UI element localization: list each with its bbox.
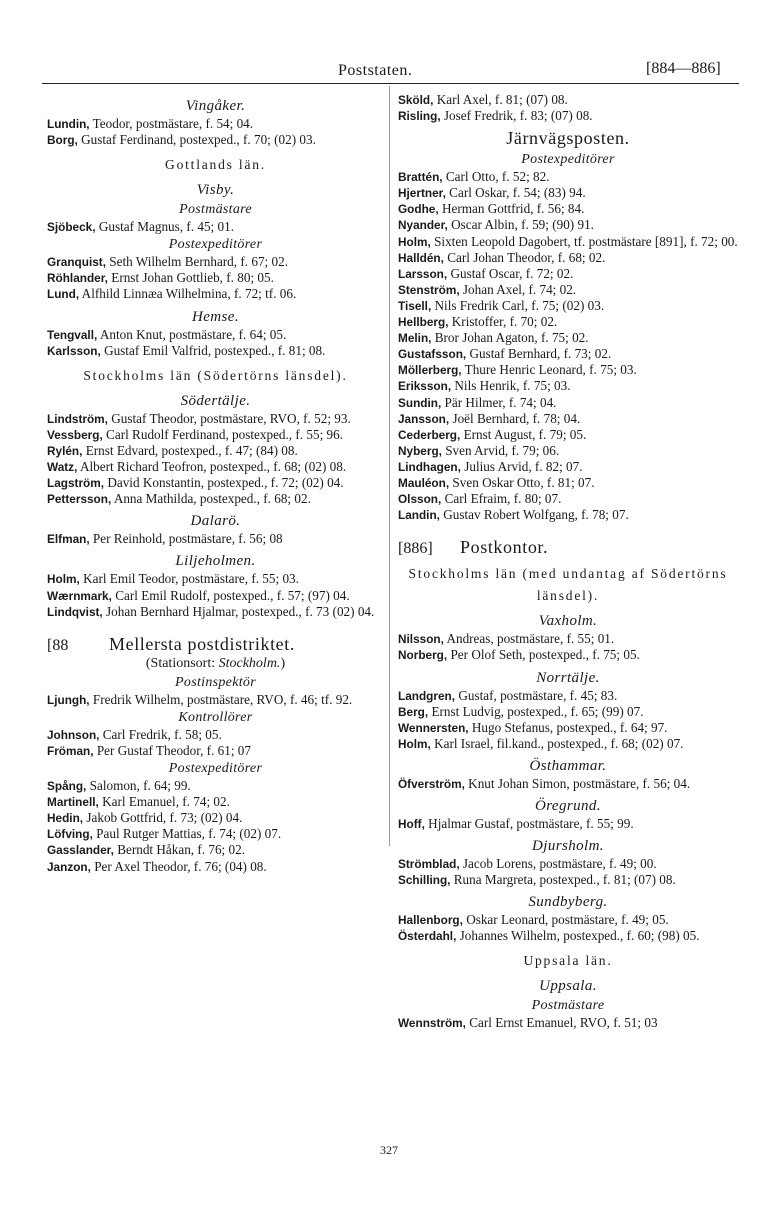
- entry-details: Gustav Robert Wolfgang, f. 78; 07.: [439, 507, 629, 523]
- entry-details: Gustaf, postmästare, f. 45; 83.: [455, 687, 618, 703]
- directory-entry: [398, 427, 738, 443]
- entry-details: Karl Emanuel, f. 74; 02.: [98, 794, 230, 810]
- entry-details: David Konstantin, postexped., f. 72; (02) 04.: [104, 475, 344, 491]
- entry-surname: Stenström,: [398, 282, 460, 297]
- entry-details: Gustaf Emil Valfrid, postexped., f. 81; 08.: [100, 342, 326, 358]
- section-number: [886]: [398, 540, 433, 558]
- directory-entry: [47, 810, 384, 826]
- entry-details: Josef Fredrik, f. 83; (07) 08.: [440, 108, 593, 124]
- entry-details: Fredrik Wilhelm, postmästare, RVO, f. 46; tf. 92.: [89, 691, 353, 707]
- directory-entry: [47, 270, 384, 286]
- directory-entry: [398, 282, 738, 298]
- entry-surname: Möllerberg,: [398, 363, 462, 378]
- entry-surname: Gustafsson,: [398, 347, 467, 362]
- entry-details: Gustaf Theodor, postmästare, RVO, f. 52; 93.: [107, 410, 351, 426]
- entry-surname: Schilling,: [398, 873, 451, 888]
- entry-surname: Larsson,: [398, 266, 448, 281]
- entry-surname: Löfving,: [47, 827, 93, 842]
- station-city: Stockholm.: [218, 655, 281, 671]
- directory-entry: [47, 743, 384, 759]
- directory-entry: [398, 704, 738, 720]
- entry-details: Berndt Håkan, f. 76; 02.: [113, 842, 246, 858]
- right-column: [398, 92, 738, 1032]
- role-heading: Postmästare: [179, 202, 252, 218]
- entry-details: Anna Mathilda, postexped., f. 68; 02.: [111, 491, 311, 507]
- entry-details: Carl Ernst Emanuel, RVO, f. 51; 03: [465, 1015, 658, 1031]
- entry-surname: Landin,: [398, 508, 440, 523]
- directory-entry: [398, 330, 738, 346]
- directory-entry: [398, 266, 738, 282]
- entry-details: Ernst Ludvig, postexped., f. 65; (99) 07.: [428, 703, 644, 719]
- station-prefix: (Stationsort:: [145, 655, 219, 671]
- entry-details: Ernst Johan Gottlieb, f. 80; 05.: [107, 270, 274, 286]
- entry-details: Nils Henrik, f. 75; 03.: [451, 378, 571, 394]
- directory-entry: [398, 475, 738, 491]
- directory-entry: [47, 254, 384, 270]
- directory-entry: [47, 842, 384, 858]
- entry-details: Ernst August, f. 79; 05.: [460, 426, 587, 442]
- entry-details: Salomon, f. 64; 99.: [86, 778, 191, 794]
- directory-entry: [47, 826, 384, 842]
- county-heading: Uppsala län.: [523, 953, 613, 969]
- entry-details: Pär Hilmer, f. 74; 04.: [441, 394, 557, 410]
- entry-surname: Lindqvist,: [47, 604, 103, 619]
- entry-surname: Ljungh,: [47, 692, 90, 707]
- entry-details: Karl Axel, f. 81; (07) 08.: [433, 92, 568, 107]
- entry-surname: Olsson,: [398, 492, 442, 507]
- role-heading: Kontrollörer: [178, 709, 253, 725]
- entry-surname: Holm,: [47, 572, 80, 587]
- entry-surname: Lundin,: [47, 117, 90, 131]
- entry-details: Carl Rudolf Ferdinand, postexped., f. 55; 96.: [102, 426, 344, 442]
- running-header-title: Poststaten.: [338, 62, 413, 79]
- directory-entry: [398, 872, 738, 888]
- entry-details: Hugo Stefanus, postexped., f. 64; 97.: [468, 719, 668, 735]
- entry-details: Runa Margreta, postexped., f. 81; (07) 08.: [450, 872, 676, 888]
- section-heading: Järnvägsposten.: [506, 128, 630, 149]
- entry-details: Bror Johan Agaton, f. 75; 02.: [431, 330, 589, 346]
- entry-details: Carl Efraim, f. 80; 07.: [441, 491, 562, 507]
- entry-details: Alfhild Linnæa Wilhelmina, f. 72; tf. 06.: [79, 286, 297, 302]
- directory-entry: [47, 692, 384, 708]
- entry-surname: Vessberg,: [47, 427, 103, 442]
- directory-entry: [398, 816, 738, 832]
- directory-entry: [398, 688, 738, 704]
- entry-surname: Pettersson,: [47, 492, 112, 507]
- entry-surname: Lagström,: [47, 476, 105, 491]
- running-header-range: [884—886]: [646, 60, 721, 77]
- entry-surname: Hedin,: [47, 811, 84, 826]
- entry-surname: Lindström,: [47, 411, 108, 426]
- entry-surname: Fröman,: [47, 743, 94, 758]
- station-note: [47, 654, 384, 673]
- county-heading: Gottlands län.: [165, 157, 266, 173]
- entry-surname: Godhe,: [398, 202, 439, 217]
- directory-entry: [47, 794, 384, 810]
- role-heading: Postexpeditörer: [521, 152, 615, 168]
- directory-entry: [398, 1015, 738, 1031]
- entry-details: Andreas, postmästare, f. 55; 01.: [443, 631, 615, 647]
- entry-details: Carl Oskar, f. 54; (83) 94.: [445, 185, 586, 201]
- county-heading: Stockholms län (Södertörns länsdel).: [83, 367, 348, 383]
- entry-surname: Tengvall,: [47, 327, 98, 342]
- directory-entry: [398, 443, 738, 459]
- column-divider: [389, 86, 390, 846]
- directory-entry: [47, 604, 384, 620]
- directory-entry: [47, 491, 384, 507]
- entry-details: Karl Emil Teodor, postmästare, f. 55; 03.: [79, 571, 299, 587]
- entry-details: Johan Axel, f. 74; 02.: [459, 281, 577, 297]
- entry-details: Hjalmar Gustaf, postmästare, f. 55; 99.: [424, 816, 634, 831]
- entry-surname: Öfverström,: [398, 776, 465, 791]
- entry-details: Gustaf Ferdinand, postexped., f. 70; (02) 03.: [77, 132, 316, 148]
- directory-entry: [47, 588, 384, 604]
- directory-entry: [398, 736, 738, 752]
- entry-surname: Cederberg,: [398, 427, 461, 442]
- entry-details: Seth Wilhelm Bernhard, f. 67; 02.: [106, 254, 288, 270]
- entry-details: Jacob Lorens, postmästare, f. 49; 00.: [459, 856, 657, 872]
- entry-details: Thure Henric Leonard, f. 75; 03.: [461, 362, 637, 378]
- place-heading: Hemse.: [192, 308, 239, 325]
- entry-surname: Nilsson,: [398, 632, 444, 647]
- directory-entry: [398, 185, 738, 201]
- entry-details: Oskar Leonard, postmästare, f. 49; 05.: [462, 912, 669, 928]
- place-heading: Norrtälje.: [536, 669, 600, 686]
- section-heading-row: [398, 539, 738, 557]
- directory-entry: [398, 108, 738, 124]
- directory-entry: [398, 395, 738, 411]
- directory-entry: [398, 362, 738, 378]
- place-heading: Uppsala.: [539, 978, 597, 995]
- entry-surname: Wennersten,: [398, 720, 469, 735]
- entry-surname: Holm,: [398, 234, 431, 249]
- directory-entry: [398, 250, 738, 266]
- directory-entry: [398, 631, 738, 647]
- directory-entry: [47, 727, 384, 743]
- entry-surname: Jansson,: [398, 411, 450, 426]
- entry-details: Paul Rutger Mattias, f. 74; (02) 07.: [92, 826, 282, 842]
- entry-surname: Brattén,: [398, 170, 443, 185]
- entry-surname: Watz,: [47, 460, 78, 475]
- entry-details: Johan Bernhard Hjalmar, postexped., f. 73 (02) 04.: [102, 603, 375, 619]
- entry-surname: Landgren,: [398, 688, 456, 703]
- entry-details: Per Gustaf Theodor, f. 61; 07: [93, 742, 251, 758]
- place-heading: Vingåker.: [185, 98, 246, 114]
- entry-surname: Mauléon,: [398, 475, 450, 490]
- directory-entry: [398, 459, 738, 475]
- directory-entry: [398, 776, 738, 792]
- entry-surname: Gasslander,: [47, 843, 114, 858]
- directory-entry: [398, 378, 738, 394]
- directory-entry: [398, 647, 738, 663]
- entry-details: Albert Richard Teofron, postexped., f. 68; (02) 08.: [77, 459, 347, 475]
- place-heading: Djursholm.: [532, 838, 604, 855]
- entry-details: Jakob Gottfrid, f. 73; (02) 04.: [83, 810, 243, 826]
- entry-surname: Tisell,: [398, 298, 432, 313]
- entry-surname: Holm,: [398, 736, 431, 751]
- directory-entry: [47, 778, 384, 794]
- directory-entry: [398, 234, 738, 250]
- entry-surname: Hoff,: [398, 817, 425, 831]
- directory-entry: [398, 346, 738, 362]
- place-heading: Visby.: [196, 182, 235, 199]
- entry-surname: Spång,: [47, 779, 87, 794]
- role-heading: Postinspektör: [175, 674, 256, 690]
- directory-entry: [398, 411, 738, 427]
- entry-details: Carl Johan Theodor, f. 68; 02.: [443, 249, 606, 265]
- directory-entry: [398, 92, 738, 108]
- directory-entry: [398, 314, 738, 330]
- entry-surname: Sjöbeck,: [47, 220, 96, 235]
- directory-entry: [398, 169, 738, 185]
- entry-details: Ernst Edvard, postexped., f. 47; (84) 08.: [82, 442, 298, 458]
- directory-entry: [398, 298, 738, 314]
- entry-surname: Norberg,: [398, 648, 448, 663]
- entry-details: Oscar Albin, f. 59; (90) 91.: [447, 217, 594, 233]
- entry-surname: Berg,: [398, 704, 429, 719]
- section-title: Mellersta postdistriktet.: [109, 633, 295, 654]
- directory-entry: [398, 912, 738, 928]
- entry-details: Knut Johan Simon, postmästare, f. 56; 04.: [464, 775, 691, 791]
- entry-surname: Janzon,: [47, 859, 91, 874]
- county-heading: Stockholms län (med undantag af Södertörns länsdel).: [408, 566, 728, 604]
- entry-surname: Risling,: [398, 109, 441, 124]
- station-suffix: ): [280, 655, 286, 671]
- directory-entry: [398, 720, 738, 736]
- entry-details: Carl Otto, f. 52; 82.: [442, 169, 550, 185]
- place-heading: Liljeholmen.: [175, 553, 256, 570]
- entry-details: Per Axel Theodor, f. 76; (04) 08.: [90, 858, 267, 874]
- role-heading: Postmästare: [531, 998, 605, 1014]
- directory-entry: [398, 201, 738, 217]
- directory-entry: [47, 571, 384, 587]
- place-heading: Öregrund.: [535, 798, 601, 814]
- entry-details: Carl Emil Rudolf, postexped., f. 57; (97) 04.: [111, 587, 350, 603]
- entry-surname: Borg,: [47, 133, 78, 148]
- directory-entry: [47, 443, 384, 459]
- section-number: [88: [47, 636, 69, 654]
- entry-surname: Sköld,: [398, 93, 434, 107]
- header-rule: [42, 83, 739, 84]
- entry-surname: Eriksson,: [398, 379, 452, 394]
- entry-surname: Johnson,: [47, 727, 100, 742]
- place-heading: Dalarö.: [190, 513, 241, 530]
- entry-details: Sven Oskar Otto, f. 81; 07.: [449, 474, 595, 490]
- entry-details: Sixten Leopold Dagobert, tf. postmästare [891], f. 72; 00.: [430, 233, 738, 249]
- entry-surname: Strömblad,: [398, 857, 460, 872]
- directory-entry: [47, 475, 384, 491]
- directory-entry: [398, 491, 738, 507]
- entry-surname: Hellberg,: [398, 315, 449, 330]
- entry-surname: Melin,: [398, 331, 432, 346]
- entry-details: Johannes Wilhelm, postexped., f. 60; (98) 05.: [456, 928, 700, 944]
- entry-details: Joël Bernhard, f. 78; 04.: [449, 410, 581, 426]
- directory-entry: [398, 928, 738, 944]
- entry-details: Herman Gottfrid, f. 56; 84.: [438, 201, 585, 217]
- entry-surname: Granquist,: [47, 255, 106, 270]
- directory-entry: [47, 859, 384, 875]
- entry-details: Teodor, postmästare, f. 54; 04.: [89, 116, 254, 131]
- section-heading-row: [47, 633, 384, 654]
- directory-entry: [47, 411, 384, 427]
- entry-details: Nils Fredrik Carl, f. 75; (02) 03.: [431, 297, 605, 313]
- entry-surname: Nyander,: [398, 218, 448, 233]
- entry-details: Per Reinhold, postmästare, f. 56; 08: [89, 531, 283, 547]
- place-heading: Vaxholm.: [538, 613, 598, 630]
- entry-surname: Elfman,: [47, 532, 90, 547]
- entry-details: Karl Israel, fil.kand., postexped., f. 68; (02) 07.: [430, 735, 684, 751]
- section-title: Postkontor.: [460, 537, 549, 558]
- entry-surname: Wærnmark,: [47, 588, 112, 603]
- entry-details: Anton Knut, postmästare, f. 64; 05.: [97, 326, 287, 342]
- directory-entry: [398, 507, 738, 523]
- entry-surname: Martinell,: [47, 795, 99, 810]
- directory-entry: [398, 217, 738, 233]
- entry-surname: Wennström,: [398, 1016, 466, 1031]
- directory-entry: [47, 343, 384, 359]
- directory-entry: [47, 219, 384, 235]
- entry-surname: Rylén,: [47, 443, 83, 458]
- entry-details: Julius Arvid, f. 82; 07.: [460, 458, 583, 474]
- entry-surname: Karlsson,: [47, 343, 101, 358]
- page-number: 327: [380, 1143, 398, 1157]
- entry-details: Gustaf Magnus, f. 45; 01.: [95, 219, 234, 235]
- directory-entry: [47, 427, 384, 443]
- entry-details: Carl Fredrik, f. 58; 05.: [99, 726, 222, 742]
- entry-surname: Österdahl,: [398, 929, 457, 944]
- place-heading: Östhammar.: [529, 757, 607, 774]
- directory-entry: [398, 856, 738, 872]
- entry-surname: Sundin,: [398, 395, 442, 410]
- entry-surname: Röhlander,: [47, 271, 108, 286]
- entry-surname: Nyberg,: [398, 443, 442, 458]
- left-column: [47, 92, 384, 875]
- entry-details: Gustaf Oscar, f. 72; 02.: [447, 265, 574, 281]
- place-heading: Sundbyberg.: [528, 894, 608, 911]
- entry-surname: Hjertner,: [398, 186, 446, 201]
- entry-surname: Hallenborg,: [398, 913, 463, 928]
- role-heading: Postexpeditörer: [168, 237, 263, 253]
- entry-details: Kristoffer, f. 70; 02.: [448, 314, 558, 330]
- entry-surname: Halldén,: [398, 250, 444, 265]
- directory-entry: [47, 327, 384, 343]
- place-heading: Södertälje.: [180, 392, 251, 409]
- entry-surname: Lindhagen,: [398, 459, 461, 474]
- entry-details: Gustaf Bernhard, f. 73; 02.: [466, 346, 612, 362]
- directory-entry: [47, 286, 384, 302]
- entry-details: Per Olof Seth, postexped., f. 75; 05.: [447, 647, 640, 663]
- directory-entry: [47, 132, 384, 148]
- role-heading: Postexpeditörer: [168, 761, 263, 777]
- directory-entry: [47, 116, 384, 132]
- directory-entry: [47, 459, 384, 475]
- entry-details: Sven Arvid, f. 79; 06.: [441, 442, 560, 458]
- entry-surname: Lund,: [47, 287, 80, 302]
- directory-entry: [47, 531, 384, 547]
